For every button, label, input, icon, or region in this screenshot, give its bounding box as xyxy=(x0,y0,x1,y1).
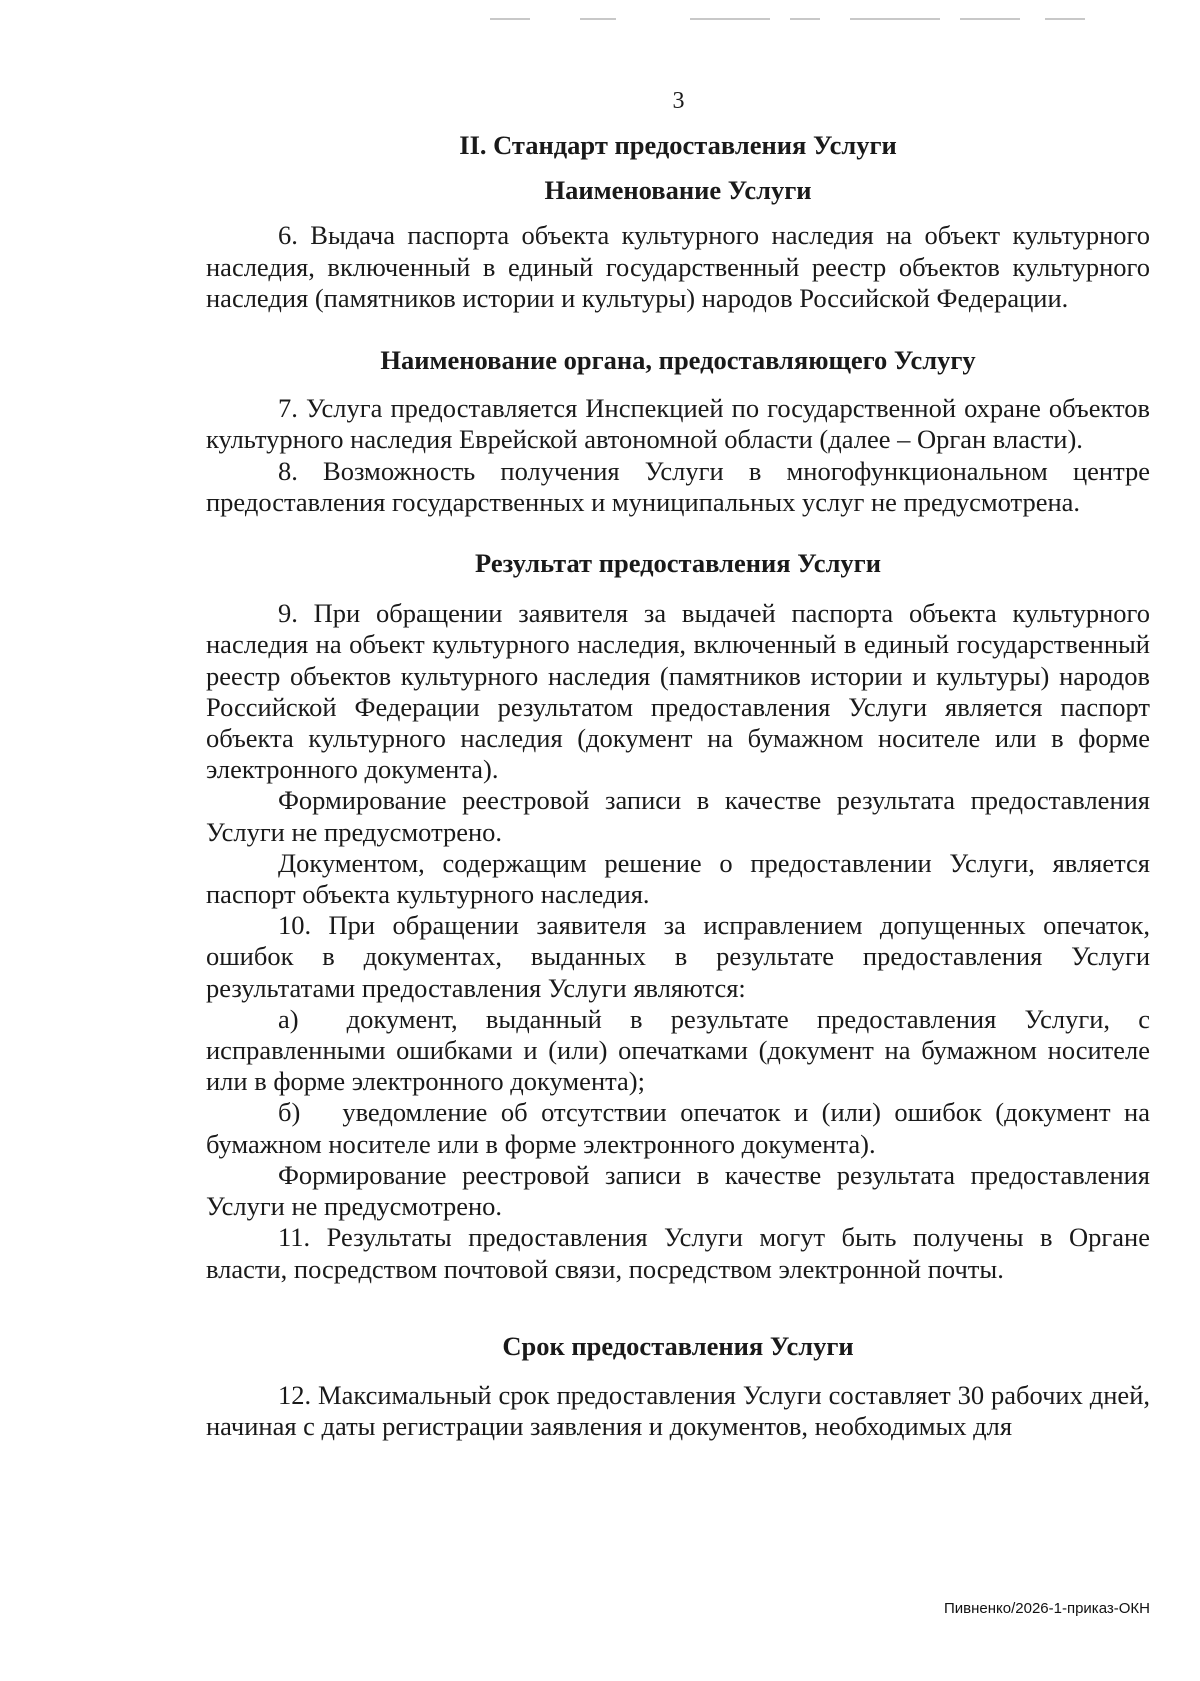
paragraph-11: 11. Результаты предоставления Услуги могут быть получены в Органе власти, посредством почтовой связи, посредством электронной почты. xyxy=(206,1222,1150,1284)
paragraph-9: 9. При обращении заявителя за выдачей паспорта объекта культурного наследия на объект культурного наследия, включенный в единый государственный реестр объектов культурного наследия (памятников истории и культуры) народов Российской Федерации результатом предоставления Услуги является паспорт объекта культурного наследия (документ на бумажном носителе или в форме электронного документа). xyxy=(206,598,1150,785)
paragraph-9-registry: Формирование реестровой записи в качестве результата предоставления Услуги не предусмотрено. xyxy=(206,785,1150,847)
heading-service-name: Наименование Услуги xyxy=(544,175,812,206)
paragraph-12: 12. Максимальный срок предоставления Услуги составляет 30 рабочих дней, начиная с даты регистрации заявления и документов, необходимых для xyxy=(206,1379,1150,1442)
list-marker-b: б) xyxy=(278,1097,301,1128)
list-text-a: документ, выданный в результате предоставления Услуги, с исправленными ошибками и (или) опечатками (документ на бумажном носителе или в форме электронного документа); xyxy=(206,1003,1150,1097)
scan-artifact xyxy=(960,18,1020,20)
scan-artifact xyxy=(790,18,820,20)
paragraph-7: 7. Услуга предоставляется Инспекцией по государственной охране объектов культурного наследия Еврейской автономной области (далее – Орган власти). xyxy=(206,393,1150,455)
list-text-b: уведомление об отсутствии опечаток и (или) ошибок (документ на бумажном носителе или в форме электронного документа). xyxy=(206,1097,1150,1159)
scan-artifact xyxy=(1045,18,1085,20)
paragraph-9-decision: Документом, содержащим решение о предоставлении Услуги, является паспорт объекта культурного наследия. xyxy=(206,847,1150,910)
paragraph-10-item-b xyxy=(206,1097,1150,1159)
paragraph-10-item-a xyxy=(206,1004,1150,1098)
document-body xyxy=(206,128,1150,1442)
paragraph-6: 6. Выдача паспорта объекта культурного наследия на объект культурного наследия, включенный в единый государственный реестр объектов культурного наследия (памятников истории и культуры) народов Российской Федерации. xyxy=(206,220,1150,313)
heading-term: Срок предоставления Услуги xyxy=(502,1330,854,1361)
list-marker-a: а) xyxy=(278,1003,299,1034)
section-title: II. Стандарт предоставления Услуги xyxy=(459,130,897,160)
scan-artifact xyxy=(580,18,616,20)
page-number: 3 xyxy=(672,88,685,114)
paragraph-10: 10. При обращении заявителя за исправлением допущенных опечаток, ошибок в документах, выданных в результате предоставления Услуги результатами предоставления Услуги являются: xyxy=(206,910,1150,1003)
scan-artifact xyxy=(850,18,940,20)
scan-artifact xyxy=(690,18,770,20)
document-footer-code: Пивненко/2026-1-приказ-ОКН xyxy=(943,1600,1150,1617)
heading-result: Результат предоставления Услуги xyxy=(475,548,881,579)
paragraph-8: 8. Возможность получения Услуги в многофункциональном центре предоставления государственных и муниципальных услуг не предусмотрена. xyxy=(206,455,1150,517)
heading-organ: Наименование органа, предоставляющего Услугу xyxy=(380,345,976,376)
paragraph-10-registry: Формирование реестровой записи в качестве результата предоставления Услуги не предусмотрено. xyxy=(206,1159,1150,1222)
scan-artifact xyxy=(490,18,530,20)
